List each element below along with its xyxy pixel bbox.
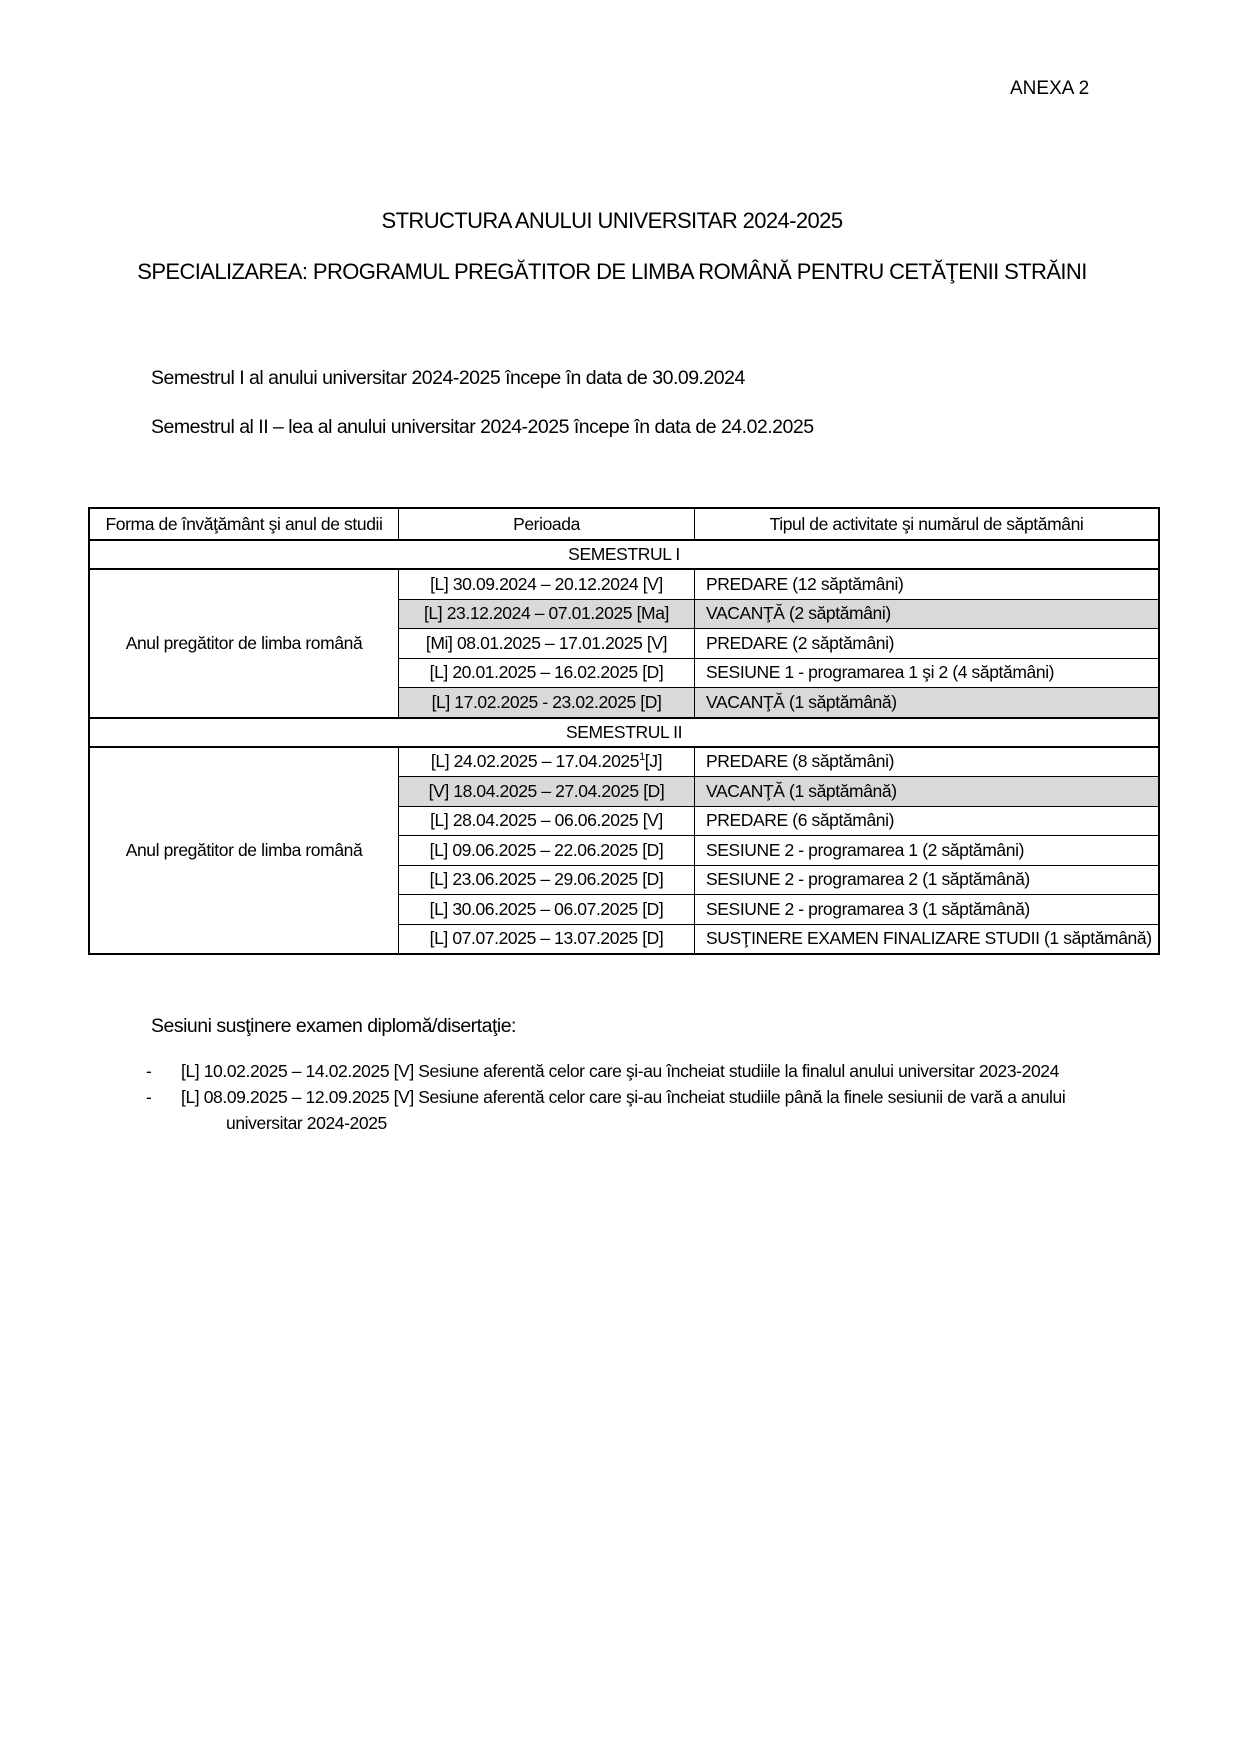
period-cell: [L] 30.06.2025 – 06.07.2025 [D] bbox=[399, 895, 695, 925]
semester-1-label: SEMESTRUL I bbox=[89, 540, 1159, 569]
period-cell: [L] 17.02.2025 - 23.02.2025 [D] bbox=[399, 688, 695, 718]
period-cell: [L] 23.12.2024 – 07.01.2025 [Ma] bbox=[399, 599, 695, 629]
period-cell: [L] 07.07.2025 – 13.07.2025 [D] bbox=[399, 924, 695, 954]
list-item bbox=[146, 1058, 1106, 1084]
header-activity: Tipul de activitate şi numărul de săptămâni bbox=[695, 508, 1160, 540]
activity-cell: SUSŢINERE EXAMEN FINALIZARE STUDII (1 săptămână) bbox=[695, 924, 1160, 954]
activity-cell: PREDARE (6 săptămâni) bbox=[695, 806, 1160, 836]
annex-label: ANEXA 2 bbox=[1010, 78, 1090, 99]
sessions-title: Sesiuni susţinere examen diplomă/disertaţie: bbox=[151, 1015, 516, 1037]
table-header-row bbox=[89, 508, 1159, 540]
period-cell: [V] 18.04.2025 – 27.04.2025 [D] bbox=[399, 777, 695, 807]
activity-cell: SESIUNE 2 - programarea 3 (1 săptămână) bbox=[695, 895, 1160, 925]
activity-cell: SESIUNE 2 - programarea 2 (1 săptămână) bbox=[695, 865, 1160, 895]
activity-cell: VACANŢĂ (1 săptămână) bbox=[695, 688, 1160, 718]
semester-2-start: Semestrul al II – lea al anului universitar 2024-2025 începe în data de 24.02.2025 bbox=[151, 416, 814, 438]
period-cell: [Mi] 08.01.2025 – 17.01.2025 [V] bbox=[399, 629, 695, 659]
period-cell: [L] 23.06.2025 – 29.06.2025 [D] bbox=[399, 865, 695, 895]
period-text: [L] 24.02.2025 – 17.04.2025 bbox=[430, 751, 640, 772]
page-subtitle: SPECIALIZAREA: PROGRAMUL PREGĂTITOR DE LIMBA ROMÂNĂ PENTRU CETĂŢENII STRĂINI bbox=[137, 259, 1087, 284]
period-cell: [L] 30.09.2024 – 20.12.2024 [V] bbox=[399, 569, 695, 599]
page-title: STRUCTURA ANULUI UNIVERSITAR 2024-2025 bbox=[381, 208, 843, 233]
program-cell: Anul pregătitor de limba română bbox=[89, 569, 399, 718]
activity-cell: VACANŢĂ (2 săptămâni) bbox=[695, 599, 1160, 629]
period-cell: [L] 09.06.2025 – 22.06.2025 [D] bbox=[399, 836, 695, 866]
list-dash: - bbox=[146, 1087, 152, 1107]
list-dash: - bbox=[146, 1061, 152, 1081]
activity-cell: SESIUNE 1 - programarea 1 şi 2 (4 săptămâni) bbox=[695, 658, 1160, 688]
list-item bbox=[146, 1084, 1106, 1136]
period-end: [J] bbox=[644, 751, 663, 772]
activity-cell: SESIUNE 2 - programarea 1 (2 săptămâni) bbox=[695, 836, 1160, 866]
schedule-table bbox=[88, 507, 1160, 955]
sessions-list bbox=[146, 1058, 1106, 1136]
activity-cell: PREDARE (12 săptămâni) bbox=[695, 569, 1160, 599]
header-period: Perioada bbox=[399, 508, 695, 540]
list-item-text: [L] 08.09.2025 – 12.09.2025 [V] Sesiune aferentă celor care şi-au încheiat studiile până la finele sesiunii de vară a anului bbox=[181, 1087, 1066, 1107]
period-cell bbox=[399, 747, 695, 777]
semester-1-start: Semestrul I al anului universitar 2024-2025 începe în data de 30.09.2024 bbox=[151, 367, 745, 389]
activity-cell: PREDARE (2 săptămâni) bbox=[695, 629, 1160, 659]
footnote-marker: 1 bbox=[639, 751, 645, 764]
table-row bbox=[89, 569, 1159, 599]
semester-1-row bbox=[89, 540, 1159, 569]
list-item-text: [L] 10.02.2025 – 14.02.2025 [V] Sesiune aferentă celor care şi-au încheiat studiile la finalul anului universitar 2023-2024 bbox=[181, 1061, 1059, 1081]
activity-cell: VACANŢĂ (1 săptămână) bbox=[695, 777, 1160, 807]
table-row bbox=[89, 747, 1159, 777]
period-cell: [L] 20.01.2025 – 16.02.2025 [D] bbox=[399, 658, 695, 688]
semester-2-row bbox=[89, 718, 1159, 747]
period-cell: [L] 28.04.2025 – 06.06.2025 [V] bbox=[399, 806, 695, 836]
activity-cell: PREDARE (8 săptămâni) bbox=[695, 747, 1160, 777]
semester-2-label: SEMESTRUL II bbox=[89, 718, 1159, 747]
list-item-continuation: universitar 2024-2025 bbox=[226, 1113, 387, 1133]
program-cell: Anul pregătitor de limba română bbox=[89, 747, 399, 955]
header-form: Forma de învăţământ şi anul de studii bbox=[89, 508, 399, 540]
